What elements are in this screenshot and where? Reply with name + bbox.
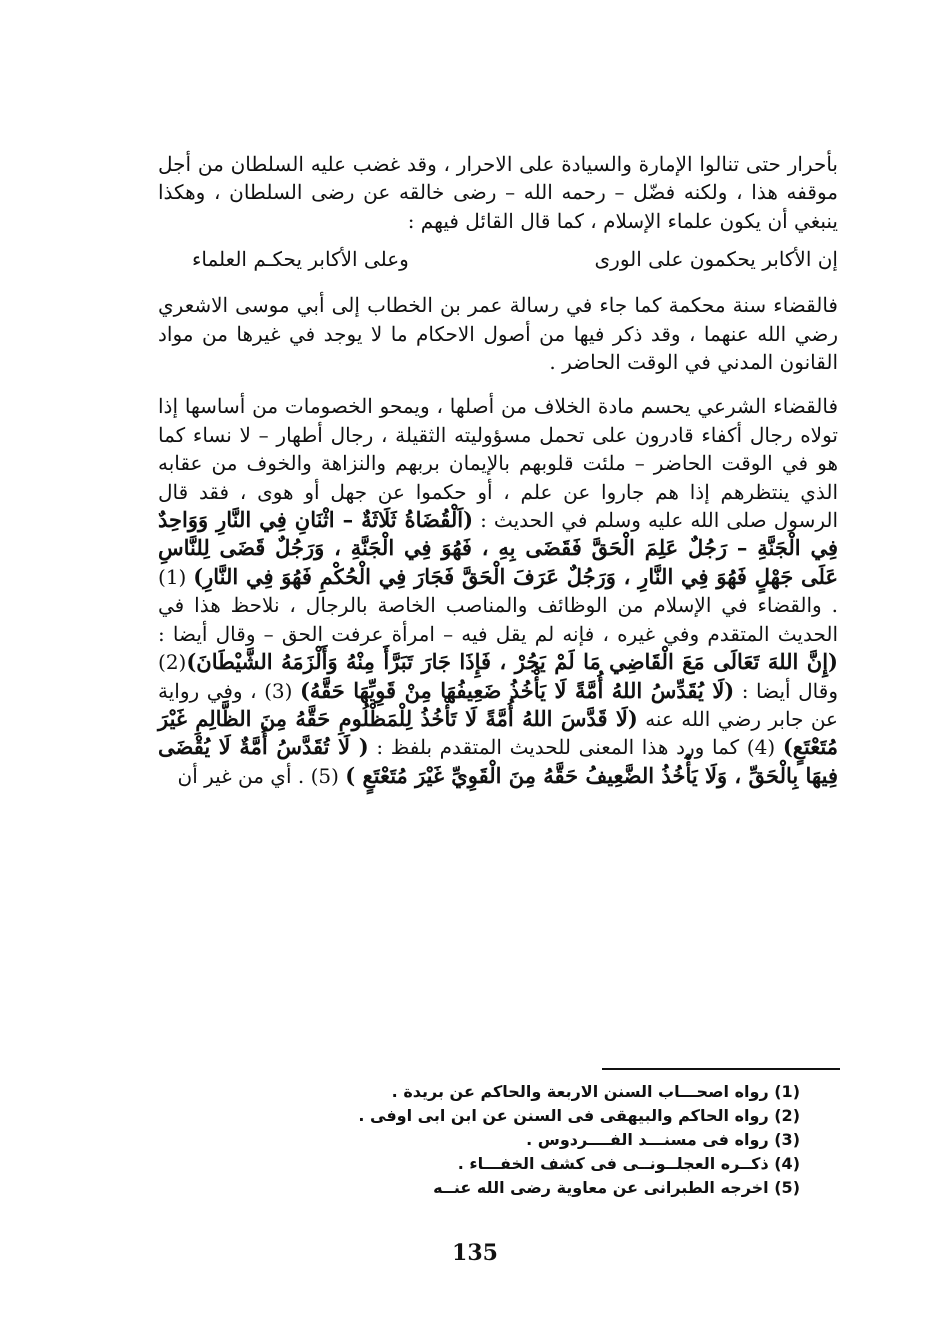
footnote-ref-3: (3) ، وفي رواية عن جابر رضي الله عنه [158, 678, 838, 731]
footnote-2: (2) رواه الحاكم والبيهقى فى السنن عن ابن ابى اوفى . [358, 1106, 800, 1125]
footnote-ref-5: (5) . أي من غير أن [177, 763, 339, 788]
paragraph-3-intro: فالقضاء الشرعي يحسم مادة الخلاف من أصلها ، ويمحو الخصومات من أساسها إذا تولاه رجال أكفاء قادرون على تحمل مسؤوليته الثقيلة ، رجال أطهار – لا نساء كما هو في الوقت الحاضر – ملئت قلوبهم بالإيمان بربهم والنزاهة والخوف من عقابه الذي ينتظرهم إذا هم جاروا عن علم ، أو حكموا عن جهل أو هوى ، فقد قال الرسول صلى الله عليه وسلم في الحديث : [158, 394, 839, 533]
footnote-separator [602, 1068, 840, 1070]
paragraph-3-continued: والقضاء في الإسلام من الوظائف والمناصب الخاصة بالرجال ، نلاحظ هذا في الحديث المتقدم وفي غيره ، فإنه لم يقل فيه – امرأة عرفت الحق – وقال أيضا : [158, 593, 838, 646]
verse-second-hemistich: وعلى الأكابر يحكـم العلماء [192, 247, 409, 272]
hadith-quote-5: ( لَا تُقَدَّسُ أُمَّةٌ لَا يُقْضَى فِيهَا بِالْحَقِّ ، وَلَا يَأْخُذُ الضَّعِيفُ حَقَّهُ مِنَ الْقَوِيِّ غَيْرَ مُتَعْتَعٍ ) [158, 734, 838, 788]
main-text [158, 150, 838, 790]
footnote-4: (4) ذكــره العجلــونــى فى كشف الخفـــاء . [457, 1154, 800, 1173]
paragraph-1: بأحرار حتى تنالوا الإمارة والسيادة على الاحرار ، وقد غضب عليه السلطان من أجل موقفه هذا ، ولكنه فضّل – رحمه الله – رضى خالقه عن رضى السلطان ، وهكذا ينبغي أن يكون علماء الإسلام ، كما قال القائل فيهم : [158, 152, 838, 233]
hadith-quote-2: (إِنَّ اللهَ تَعَالَى مَعَ الْقَاضِي مَا لَمْ يَجُرْ ، فَإِذَا جَارَ تَبَرَّأَ مِنْهُ وَأَلْزَمَهُ الشَّيْطَانَ) [186, 649, 838, 675]
page-number: 135 [452, 1240, 498, 1266]
paragraph-3 [158, 392, 838, 790]
footnote-ref-4: (4) كما ورد هذا المعنى للحديث المتقدم بلفظ : [376, 735, 776, 760]
verse-first-hemistich: إن الأكابر يحكمون على الورى [594, 247, 838, 272]
hadith-quote-1: (اَلْقُضَاةُ ثَلَاثَةٌ – اثْنَانِ فِي النَّارِ وَوَاحِدٌ فِي الْجَنَّةِ – رَجُلٌ عَلِمَ الْحَقَّ فَقَضَى بِهِ ، فَهُوَ فِي الْجَنَّةِ ، وَرَجُلٌ قَضَى لِلنَّاسِ عَلَى جَهْلٍ فَهُوَ فِي النَّارِ ، وَرَجُلٌ عَرَفَ الْحَقَّ فَجَارَ فِي الْحُكْمِ فَهُوَ فِي النَّارِ) [158, 507, 839, 589]
footnotes [240, 1080, 800, 1200]
poetry-verse [158, 245, 838, 273]
hadith-quote-4: (لَا قَدَّسَ اللهُ أُمَّةً لَا تَأْخُذُ لِلْمَظْلُومِ حَقَّهُ مِنَ الظَّالِمِ غَيْرَ مُتَعْتَعٍ) [158, 705, 839, 760]
footnote-ref-2: (2) وقال أيضا : [158, 650, 838, 703]
footnote-3: (3) رواه فى مسنـــد الفــــردوس . [526, 1130, 800, 1149]
footnote-5: (5) اخرجه الطبرانى عن معاوية رضى الله عنــه [433, 1178, 800, 1197]
paragraph-2: فالقضاء سنة محكمة كما جاء في رسالة عمر بن الخطاب إلى أبي موسى الاشعري رضي الله عنهما ، وقد ذكر فيها من أصول الاحكام ما لا يوجد في غيرها من مواد القانون المدني في الوقت الحاضر . [158, 293, 838, 375]
footnote-ref-1: (1) . [158, 564, 839, 618]
hadith-quote-3: (لَا يُقَدِّسُ اللهُ أُمَّةً لَا يَأْخُذُ ضَعِيفُهَا مِنْ قَوِيِّهَا حَقَّهُ) [299, 677, 735, 703]
footnote-1: (1) رواه اصحـــاب السنن الاربعة والحاكم عن بريدة . [391, 1082, 800, 1101]
